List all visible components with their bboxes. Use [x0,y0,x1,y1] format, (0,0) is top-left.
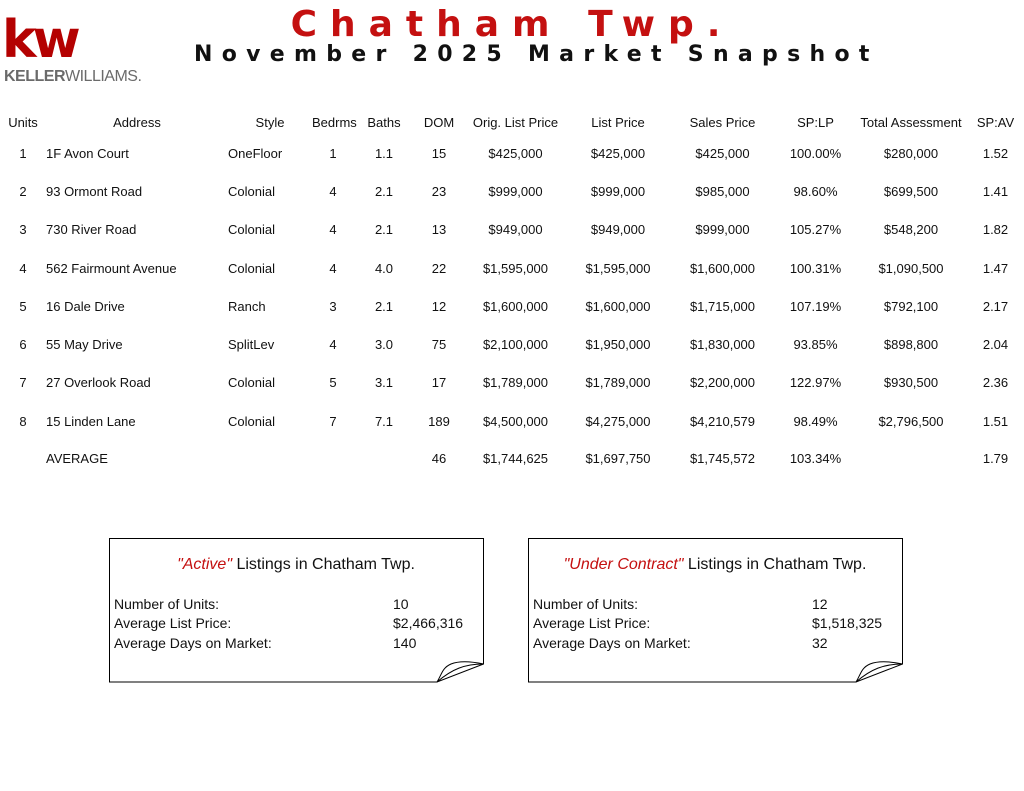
column-header: Baths [367,114,401,130]
active-value-units: 10 [393,596,409,612]
column-header: SP:LP [797,114,834,130]
cell-list-price: $425,000 [590,145,646,161]
table-row [0,134,1024,172]
page-title: Chatham Twp. [290,4,734,45]
cell-orig-list-price: $425,000 [488,145,543,161]
cell-sp-av: 2.04 [982,337,1009,353]
cell-dom: 17 [431,375,447,391]
cell-dom: 15 [431,145,447,161]
cell-unit-number: 7 [19,375,27,391]
cell-dom: 13 [431,222,447,238]
cell-sp-lp: 98.49% [793,413,838,429]
average-list: $1,697,750 [585,450,651,466]
cell-style: Colonial [228,222,275,238]
cell-baths: 7.1 [374,413,394,429]
column-header: List Price [591,114,645,130]
cell-unit-number: 6 [19,337,27,353]
table-row [0,287,1024,325]
cell-style: Colonial [228,375,275,391]
cell-total-assessment: $699,500 [883,183,939,199]
column-header: Total Assessment [860,114,962,130]
cell-sp-av: 2.17 [982,298,1009,314]
cell-sales-price: $2,200,000 [689,375,756,391]
cell-sp-av: 1.51 [982,413,1009,429]
kw-logo-mark: kw [2,10,77,70]
uc-label-avg-price: Average List Price: [533,615,651,631]
cell-sp-lp: 98.60% [793,183,838,199]
average-sp-lp: 103.34% [789,450,842,466]
cell-unit-number: 1 [19,145,27,161]
active-listings-box [109,538,483,682]
cell-baths: 1.1 [374,145,394,161]
column-header: Sales Price [689,114,756,130]
table-row [0,249,1024,287]
cell-orig-list-price: $2,100,000 [482,337,549,353]
column-header: SP:AV [976,114,1015,130]
cell-unit-number: 4 [19,260,27,276]
column-header: DOM [423,114,455,130]
cell-sales-price: $4,210,579 [689,413,756,429]
column-header: Style [255,114,285,130]
column-header: Address [113,114,161,130]
cell-address: 93 Ormont Road [46,183,143,199]
cell-baths: 2.1 [374,183,394,199]
cell-style: Colonial [228,260,275,276]
average-dom: 46 [431,450,447,466]
column-header: Orig. List Price [472,114,559,130]
cell-sp-lp: 100.31% [789,260,842,276]
cell-sp-av: 1.52 [982,145,1009,161]
table-header-row [0,110,1024,134]
cell-sales-price: $1,830,000 [689,337,756,353]
cell-baths: 4.0 [374,260,394,276]
cell-address: 55 May Drive [46,337,123,353]
page-subtitle: November 2025 Market Snapshot [194,42,879,67]
cell-orig-list-price: $1,595,000 [482,260,549,276]
cell-list-price: $999,000 [590,183,646,199]
uc-label-units: Number of Units: [533,596,639,612]
cell-bedrooms: 1 [329,145,337,161]
cell-bedrooms: 3 [329,298,337,314]
column-header: Units [8,114,38,130]
cell-bedrooms: 4 [329,260,337,276]
sales-table [0,110,1024,476]
cell-bedrooms: 4 [329,337,337,353]
cell-list-price: $1,950,000 [585,337,651,353]
cell-sp-lp: 107.19% [789,298,842,314]
cell-total-assessment: $1,090,500 [878,260,944,276]
active-value-avg-dom: 140 [393,635,417,651]
cell-baths: 3.1 [374,375,394,391]
cell-sales-price: $999,000 [695,222,750,238]
cell-dom: 22 [431,260,447,276]
cell-bedrooms: 4 [329,183,337,199]
cell-sales-price: $985,000 [695,183,750,199]
active-label-avg-dom: Average Days on Market: [114,635,272,651]
cell-sp-lp: 122.97% [789,375,842,391]
cell-address: 27 Overlook Road [46,375,151,391]
cell-list-price: $1,789,000 [585,375,651,391]
cell-style: OneFloor [228,145,283,161]
cell-total-assessment: $548,200 [883,222,939,238]
under-contract-listings-box [528,538,902,682]
table-row [0,172,1024,210]
cell-address: 15 Linden Lane [46,413,136,429]
cell-orig-list-price: $949,000 [488,222,543,238]
cell-address: 730 River Road [46,222,137,238]
cell-list-price: $949,000 [590,222,646,238]
average-label: AVERAGE [46,450,108,466]
cell-total-assessment: $898,800 [883,337,939,353]
cell-list-price: $1,595,000 [585,260,651,276]
average-row [0,440,1024,476]
active-heading: "Active" Listings in Chatham Twp. [177,556,415,573]
cell-address: 562 Fairmount Avenue [46,260,177,276]
cell-style: Ranch [228,298,266,314]
cell-list-price: $1,600,000 [585,298,651,314]
cell-orig-list-price: $4,500,000 [482,413,549,429]
cell-address: 1F Avon Court [46,145,129,161]
cell-sp-av: 1.47 [982,260,1009,276]
cell-baths: 2.1 [374,222,394,238]
cell-orig-list-price: $999,000 [488,183,543,199]
average-sp-av: 1.79 [982,450,1009,466]
cell-total-assessment: $792,100 [883,298,939,314]
under-contract-heading: "Under Contract" Listings in Chatham Twp. [563,556,867,573]
cell-sp-lp: 100.00% [789,145,842,161]
cell-dom: 12 [431,298,447,314]
cell-dom: 75 [431,337,447,353]
cell-baths: 2.1 [374,298,394,314]
cell-total-assessment: $930,500 [883,375,939,391]
cell-style: SplitLev [228,337,275,353]
active-label-avg-price: Average List Price: [114,615,232,631]
column-header: Bedrms [312,114,357,130]
cell-style: Colonial [228,183,275,199]
cell-sales-price: $1,600,000 [689,260,756,276]
cell-bedrooms: 7 [329,413,337,429]
average-sales: $1,745,572 [689,450,756,466]
uc-value-units: 12 [812,596,828,612]
cell-sp-av: 1.41 [982,183,1009,199]
table-row [0,364,1024,402]
cell-total-assessment: $2,796,500 [878,413,944,429]
cell-sp-lp: 105.27% [789,222,842,238]
cell-bedrooms: 4 [329,222,337,238]
cell-unit-number: 3 [19,222,27,238]
cell-sales-price: $425,000 [695,145,750,161]
cell-sales-price: $1,715,000 [689,298,756,314]
cell-baths: 3.0 [374,337,394,353]
cell-total-assessment: $280,000 [883,145,939,161]
cell-bedrooms: 5 [329,375,337,391]
cell-orig-list-price: $1,600,000 [482,298,549,314]
active-value-avg-price: $2,466,316 [393,615,464,631]
cell-sp-av: 1.82 [982,222,1009,238]
cell-style: Colonial [228,413,275,429]
average-orig-list: $1,744,625 [482,450,549,466]
cell-unit-number: 8 [19,413,27,429]
cell-unit-number: 5 [19,298,27,314]
cell-unit-number: 2 [19,183,27,199]
table-row [0,325,1024,363]
table-row [0,211,1024,249]
kw-logo-text: KELLERWILLIAMS. [4,68,142,85]
cell-sp-lp: 93.85% [793,337,838,353]
active-label-units: Number of Units: [114,596,220,612]
uc-value-avg-price: $1,518,325 [812,615,883,631]
uc-label-avg-dom: Average Days on Market: [533,635,691,651]
cell-address: 16 Dale Drive [46,298,125,314]
cell-list-price: $4,275,000 [585,413,651,429]
cell-dom: 189 [428,413,450,429]
uc-value-avg-dom: 32 [812,635,828,651]
cell-dom: 23 [431,183,447,199]
cell-sp-av: 2.36 [982,375,1009,391]
table-row [0,402,1024,440]
cell-orig-list-price: $1,789,000 [482,375,549,391]
